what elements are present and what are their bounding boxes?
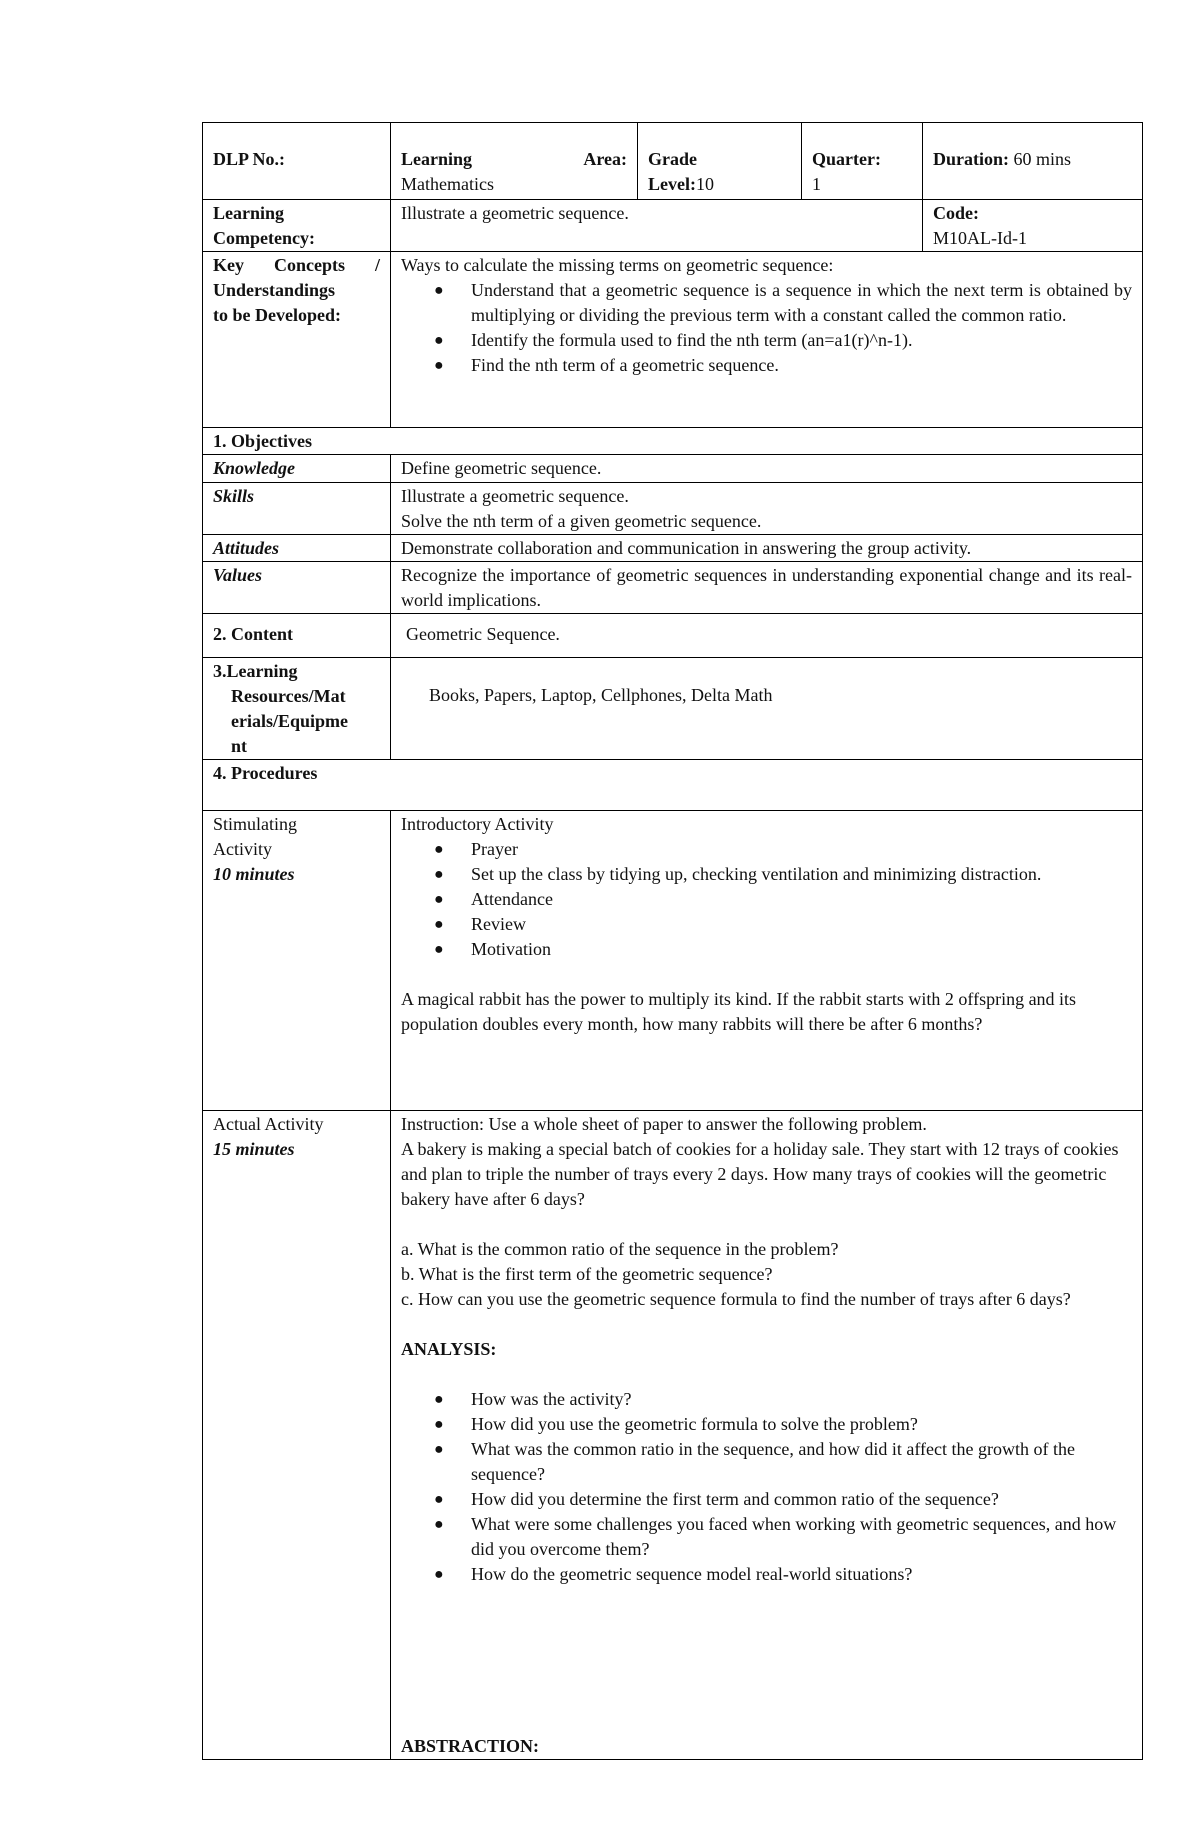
list-item: ● Understand that a geometric sequence is a sequence in which the next term is obtained by multiplying or dividing the previous term with a constant called the common ratio. bbox=[434, 280, 1132, 325]
values-label-cell bbox=[203, 562, 391, 614]
values-value: Recognize the importance of geometric sequences in understanding exponential change and its real-world implications. bbox=[401, 565, 1132, 610]
quarter-value: 1 bbox=[812, 174, 821, 194]
actual-problem: A bakery is making a special batch of cookies for a holiday sale. They start with 12 trays of cookies and plan to triple the number of trays every 2 days. How many trays of cookies will the geometric bakery have after 6 days? bbox=[401, 1139, 1119, 1209]
duration-label: Duration: bbox=[933, 149, 1009, 169]
content-value-cell bbox=[391, 614, 1143, 658]
list-item: ● How was the activity? bbox=[401, 1387, 1132, 1412]
stimulating-problem: A magical rabbit has the power to multiply its kind. If the rabbit starts with 2 offspring and its population doubles every month, how many rabbits will there be after 6 months? bbox=[401, 989, 1077, 1034]
values-label: Values bbox=[213, 565, 263, 585]
quarter-label: Quarter: bbox=[812, 149, 881, 169]
code-value: M10AL-Id-1 bbox=[933, 228, 1027, 248]
stimulating-list bbox=[401, 837, 1132, 962]
list-item: ● Review bbox=[401, 912, 1132, 937]
code-label: Code: bbox=[933, 203, 979, 223]
bullet-icon: ● bbox=[434, 1566, 444, 1583]
attitudes-label-cell bbox=[203, 535, 391, 562]
objectives-heading-row bbox=[203, 428, 1143, 455]
actual-time: 15 minutes bbox=[213, 1139, 295, 1159]
resources-row bbox=[203, 658, 1143, 760]
stimulating-value-cell bbox=[391, 811, 1143, 1111]
stimulating-label-cell bbox=[203, 811, 391, 1111]
key-concepts-label-2: Understandings bbox=[213, 280, 336, 300]
bullet-icon: ● bbox=[434, 282, 444, 299]
knowledge-value: Define geometric sequence. bbox=[401, 458, 602, 478]
skills-row bbox=[203, 483, 1143, 535]
grade-label-2: Level: bbox=[648, 174, 696, 194]
bullet-icon: ● bbox=[434, 1491, 444, 1508]
attitudes-value: Demonstrate collaboration and communication in answering the group activity. bbox=[401, 538, 972, 558]
dlp-no-label: DLP No.: bbox=[213, 149, 285, 169]
attitudes-label: Attitudes bbox=[213, 538, 280, 558]
skills-label: Skills bbox=[213, 486, 255, 506]
bullet-icon: ● bbox=[434, 1416, 444, 1433]
list-item: ● How do the geometric sequence model real-world situations? bbox=[401, 1562, 1132, 1587]
learning-area-value: Mathematics bbox=[401, 174, 494, 194]
objectives-heading: 1. Objectives bbox=[213, 431, 312, 451]
content-row bbox=[203, 614, 1143, 658]
knowledge-value-cell bbox=[391, 455, 1143, 483]
resources-label-1: 3.Learning bbox=[213, 661, 298, 681]
resources-label-4: nt bbox=[231, 736, 248, 756]
learning-area-label-2: Area: bbox=[583, 149, 627, 169]
grade-value: 10 bbox=[695, 174, 714, 194]
stimulating-row bbox=[203, 811, 1143, 1111]
bullet-icon: ● bbox=[434, 891, 444, 908]
resources-value-cell bbox=[391, 658, 1143, 760]
bullet-icon: ● bbox=[434, 332, 444, 349]
list-item: ● What was the common ratio in the sequence, and how did it affect the growth of the sequence? bbox=[434, 1439, 1075, 1484]
actual-label: Actual Activity bbox=[213, 1114, 324, 1134]
bullet-icon: ● bbox=[434, 841, 444, 858]
analysis-heading: ANALYSIS: bbox=[401, 1339, 497, 1359]
objectives-heading-cell bbox=[203, 428, 1143, 455]
duration-value: 60 mins bbox=[1013, 149, 1072, 169]
competency-label-cell bbox=[203, 200, 391, 252]
procedures-heading: 4. Procedures bbox=[213, 763, 318, 783]
dlp-table bbox=[202, 122, 1143, 1760]
stimulating-label-2: Activity bbox=[213, 839, 272, 859]
bullet-icon: ● bbox=[434, 941, 444, 958]
learning-area-cell bbox=[391, 123, 638, 200]
key-concepts-row bbox=[203, 252, 1143, 428]
actual-label-cell bbox=[203, 1111, 391, 1760]
key-concepts-label-1b: Concepts bbox=[273, 255, 345, 275]
bullet-icon: ● bbox=[434, 916, 444, 933]
resources-value: Books, Papers, Laptop, Cellphones, Delta Math bbox=[429, 685, 773, 705]
content-label-cell bbox=[203, 614, 391, 658]
stimulating-label-1: Stimulating bbox=[213, 814, 298, 834]
list-item: ● How did you determine the first term and common ratio of the sequence? bbox=[401, 1487, 1132, 1512]
key-concepts-label-3: to be Developed: bbox=[213, 305, 341, 325]
competency-row bbox=[203, 200, 1143, 252]
key-concepts-label-1a: Key bbox=[213, 255, 244, 275]
bullet-icon: ● bbox=[434, 866, 444, 883]
list-item: ● Identify the formula used to find the nth term (an=a1(r)^n-1). bbox=[401, 328, 1132, 353]
stimulating-time: 10 minutes bbox=[213, 864, 295, 884]
list-item: ● How did you use the geometric formula to solve the problem? bbox=[401, 1412, 1132, 1437]
bullet-icon: ● bbox=[434, 1391, 444, 1408]
duration-cell bbox=[923, 123, 1143, 200]
skills-label-cell bbox=[203, 483, 391, 535]
list-item: ● Set up the class by tidying up, checking ventilation and minimizing distraction. bbox=[401, 862, 1132, 887]
actual-question-b: b. What is the first term of the geometric sequence? bbox=[401, 1264, 773, 1284]
bullet-icon: ● bbox=[434, 1516, 444, 1533]
competency-value-cell bbox=[391, 200, 923, 252]
actual-question-c: c. How can you use the geometric sequence formula to find the number of trays after 6 days? bbox=[401, 1289, 1071, 1309]
grade-label-1: Grade bbox=[648, 149, 697, 169]
knowledge-row bbox=[203, 455, 1143, 483]
resources-label-3: erials/Equipme bbox=[231, 711, 349, 731]
key-concepts-label-cell bbox=[203, 252, 391, 428]
resources-label-cell bbox=[203, 658, 391, 760]
skills-value-1: Illustrate a geometric sequence. bbox=[401, 486, 629, 506]
values-value-cell bbox=[391, 562, 1143, 614]
competency-label-1: Learning bbox=[213, 203, 285, 223]
analysis-list bbox=[401, 1387, 1132, 1587]
list-item: ● Attendance bbox=[401, 887, 1132, 912]
header-row bbox=[203, 123, 1143, 200]
quarter-cell bbox=[802, 123, 923, 200]
actual-value-cell bbox=[391, 1111, 1143, 1760]
content-value: Geometric Sequence. bbox=[406, 624, 560, 644]
list-item: ● Find the nth term of a geometric sequence. bbox=[401, 353, 1132, 378]
knowledge-label-cell bbox=[203, 455, 391, 483]
bullet-icon: ● bbox=[434, 1441, 444, 1458]
knowledge-label: Knowledge bbox=[213, 458, 296, 478]
procedures-heading-cell bbox=[203, 760, 1143, 811]
list-item: ● What were some challenges you faced when working with geometric sequences, and how did you overcome them? bbox=[434, 1514, 1117, 1559]
procedures-heading-row bbox=[203, 760, 1143, 811]
key-concepts-list bbox=[401, 278, 1132, 378]
abstraction-heading: ABSTRACTION: bbox=[401, 1736, 540, 1756]
skills-value-2: Solve the nth term of a given geometric sequence. bbox=[401, 511, 762, 531]
values-row bbox=[203, 562, 1143, 614]
key-concepts-intro: Ways to calculate the missing terms on geometric sequence: bbox=[401, 255, 834, 275]
stimulating-title: Introductory Activity bbox=[401, 814, 554, 834]
competency-value: Illustrate a geometric sequence. bbox=[401, 203, 629, 223]
actual-row bbox=[203, 1111, 1143, 1760]
competency-label-2: Competency: bbox=[213, 228, 315, 248]
key-concepts-label-1c: / bbox=[374, 255, 380, 275]
key-concepts-value-cell bbox=[391, 252, 1143, 428]
actual-question-a: a. What is the common ratio of the sequence in the problem? bbox=[401, 1239, 839, 1259]
list-item: ● Motivation bbox=[401, 937, 1132, 962]
actual-instruction: Instruction: Use a whole sheet of paper to answer the following problem. bbox=[401, 1114, 927, 1134]
attitudes-row bbox=[203, 535, 1143, 562]
learning-area-label-1: Learning bbox=[401, 149, 473, 169]
dlp-no-cell bbox=[203, 123, 391, 200]
grade-cell bbox=[638, 123, 802, 200]
code-cell bbox=[923, 200, 1143, 252]
content-label: 2. Content bbox=[213, 624, 293, 644]
attitudes-value-cell bbox=[391, 535, 1143, 562]
bullet-icon: ● bbox=[434, 357, 444, 374]
list-item: ● Prayer bbox=[401, 837, 1132, 862]
skills-value-cell bbox=[391, 483, 1143, 535]
resources-label-2: Resources/Mat bbox=[231, 686, 346, 706]
